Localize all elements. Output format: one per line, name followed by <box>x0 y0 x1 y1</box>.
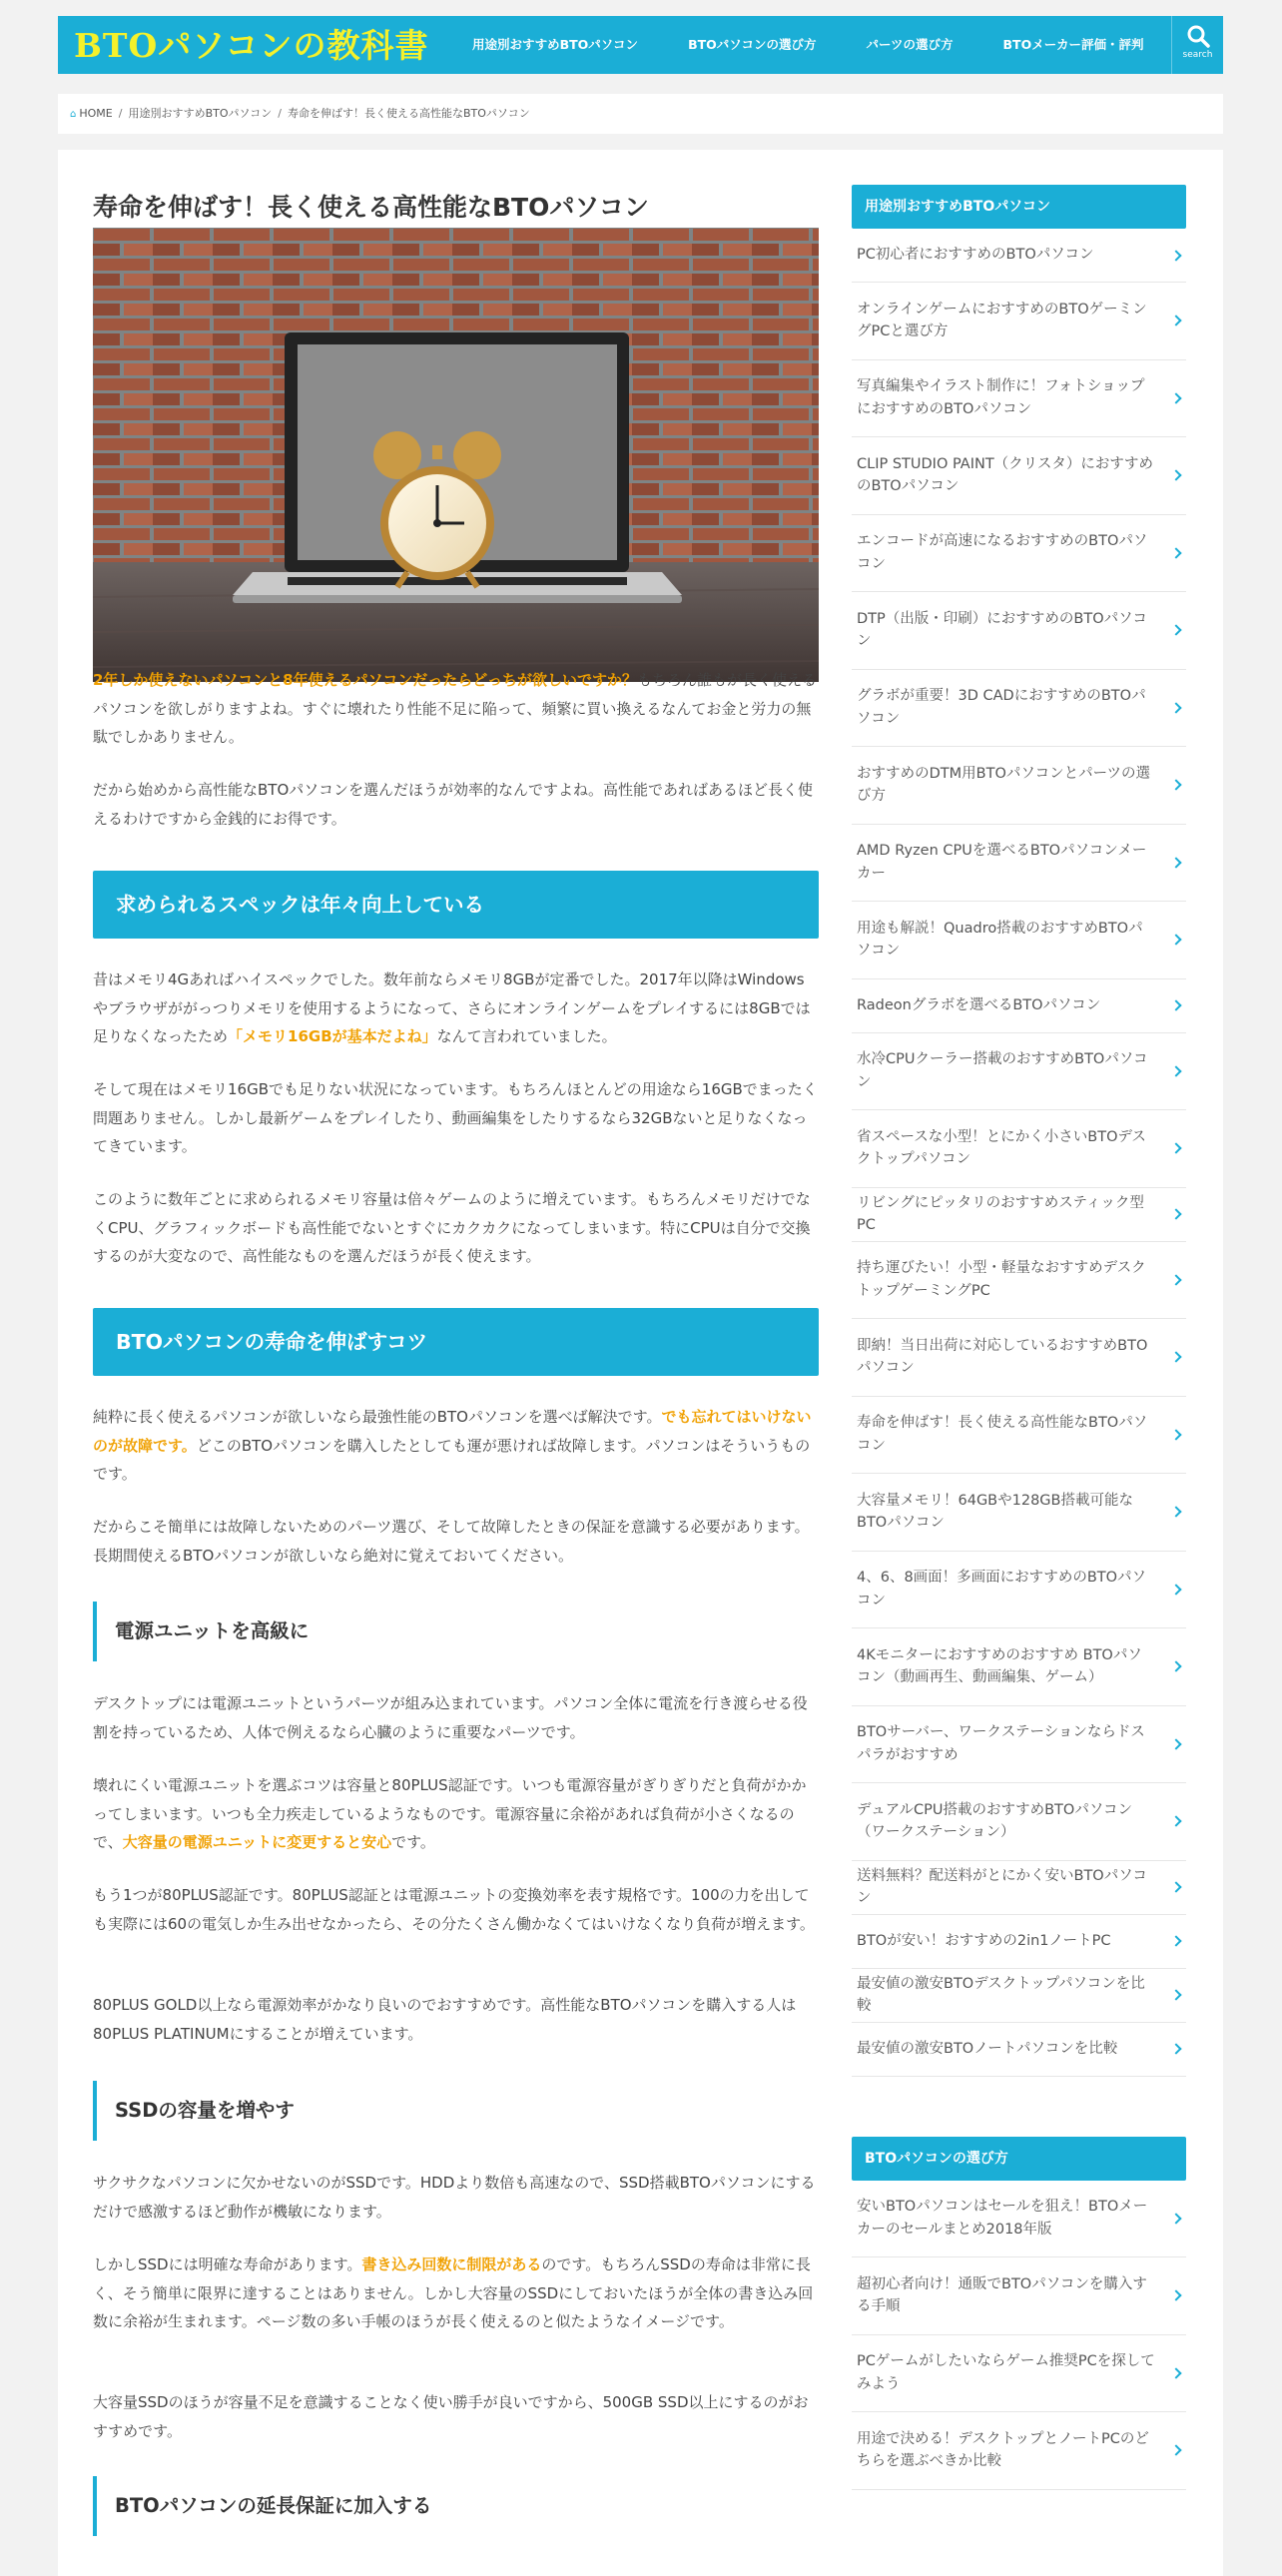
chevron-right-icon <box>1170 1143 1181 1154</box>
chevron-right-icon <box>1170 2367 1181 2378</box>
chevron-right-icon <box>1170 780 1181 791</box>
widget-list-usage <box>852 229 1186 2077</box>
sidebar-link[interactable] <box>852 979 1186 1033</box>
section-heading: BTOパソコンの寿命を伸ばすコツ <box>93 1308 819 1376</box>
chevron-right-icon <box>1170 1208 1181 1219</box>
breadcrumb-current: 寿命を伸ばす！長く使える高性能なBTOパソコン <box>288 107 530 120</box>
breadcrumb: ⌂ HOME / 用途別おすすめBTOパソコン / 寿命を伸ばす！長く使える高性能なBTOパソコン <box>58 94 1223 134</box>
paragraph: そして現在はメモリ16GBでも足りない状況になっています。もちろんほとんどの用途なら16GBでまったく問題ありません。しかし最新ゲームをプレイしたり、動画編集をしたりするなら32GBないと足りなくなってきています。 <box>93 1080 818 1155</box>
article <box>93 190 819 2517</box>
chevron-right-icon <box>1170 1816 1181 1827</box>
home-icon: ⌂ <box>70 109 77 120</box>
widget-title: 用途別おすすめBTOパソコン <box>852 185 1186 229</box>
chevron-right-icon <box>1170 1065 1181 1076</box>
page-title: 寿命を伸ばす！長く使える高性能なBTOパソコン <box>93 193 649 222</box>
paragraph: 80PLUS GOLD以上なら電源効率がかなり良いのでおすすめです。高性能なBTOパソコンを購入する人は80PLUS PLATINUMにすることが増えています。 <box>93 1996 797 2043</box>
sidebar-link[interactable] <box>852 747 1186 825</box>
sidebar-link-label: BTOが安い！おすすめの2in1ノートPC <box>857 1932 1111 1949</box>
sidebar-link-label: AMD Ryzen CPUを選べるBTOパソコンメーカー <box>857 843 1147 882</box>
chevron-right-icon <box>1170 1507 1181 1518</box>
chevron-right-icon <box>1170 2043 1181 2054</box>
sidebar-link-label: 省スペースな小型！とにかく小さいBTOデスクトップパソコン <box>857 1128 1146 1168</box>
paragraph: デスクトップには電源ユニットというパーツが組み込まれています。パソコン全体に電流を行き渡らせる役割を持っているため、人体で例えるなら心臓のように重要なパーツです。 <box>93 1694 808 1741</box>
paragraph: サクサクなパソコンに欠かせないのがSSDです。HDDより数倍も高速なので、SSD搭載BTOパソコンにするだけで感激するほど動作が機敏になります。 <box>93 2174 816 2221</box>
nav-item-usage[interactable]: 用途別おすすめBTOパソコン <box>472 37 639 52</box>
breadcrumb-home[interactable]: HOME <box>79 107 113 120</box>
sidebar-link[interactable] <box>852 592 1186 670</box>
sidebar-link[interactable] <box>852 670 1186 748</box>
sidebar-link[interactable] <box>852 2412 1186 2490</box>
sidebar-link[interactable] <box>852 1861 1186 1915</box>
sidebar-link-label: リビングにピッタリのおすすめスティック型PC <box>857 1194 1144 1233</box>
sidebar-link-label: デュアルCPU搭載のおすすめBTOパソコン（ワークステーション） <box>857 1801 1133 1841</box>
sidebar-link[interactable] <box>852 902 1186 979</box>
sidebar-link-label: 寿命を伸ばす！長く使える高性能なBTOパソコン <box>857 1415 1148 1454</box>
subsection-heading: SSDの容量を増やす <box>93 2081 819 2141</box>
sidebar-link[interactable] <box>852 1397 1186 1475</box>
chevron-right-icon <box>1170 935 1181 946</box>
sidebar-link-label: 4、6、8画面！多画面におすすめのBTOパソコン <box>857 1570 1147 1609</box>
section-heading: 求められるスペックは年々向上している <box>93 871 819 939</box>
nav-item-maker-review[interactable]: BTOメーカー評価・評判 <box>1002 37 1144 52</box>
site-logo[interactable]: BTOパソコンの教科書 <box>74 26 429 65</box>
sidebar-link[interactable] <box>852 2181 1186 2258</box>
sidebar-link-label: エンコードが高速になるおすすめのBTOパソコン <box>857 533 1148 572</box>
sidebar-link-label: PC初心者におすすめのBTOパソコン <box>857 247 1094 264</box>
sidebar-link-label: 用途も解説！Quadro搭載のおすすめBTOパソコン <box>857 920 1143 960</box>
sidebar-link[interactable] <box>852 1033 1186 1111</box>
sidebar-link[interactable] <box>852 1628 1186 1706</box>
sidebar-link[interactable] <box>852 515 1186 593</box>
nav-item-how-to-choose[interactable]: BTOパソコンの選び方 <box>688 37 817 52</box>
sidebar-link[interactable] <box>852 229 1186 283</box>
chevron-right-icon <box>1170 1584 1181 1595</box>
sidebar-link[interactable] <box>852 1915 1186 1969</box>
search-label: search <box>1182 50 1213 60</box>
sidebar-link[interactable] <box>852 360 1186 438</box>
sidebar-link[interactable] <box>852 1188 1186 1242</box>
sidebar-link-label: BTOサーバー、ワークステーションならドスパラがおすすめ <box>857 1724 1145 1763</box>
sidebar-link-label: DTP（出版・印刷）におすすめのBTOパソコン <box>857 610 1147 650</box>
chevron-right-icon <box>1170 2213 1181 2224</box>
paragraph: 純粋に長く使えるパソコンが欲しいなら最強性能のBTOパソコンを選べば解決です。でも忘れてはいけないのが故障です。どこのBTOパソコンを購入したとしても運が悪ければ故障します。パソコンはそういうものです。 <box>93 1408 812 1483</box>
sidebar-link-label: 即納！当日出荷に対応しているおすすめBTOパソコン <box>857 1337 1148 1377</box>
sidebar-link[interactable] <box>852 1969 1186 2023</box>
sidebar-link-label: Radeonグラボを選べるBTOパソコン <box>857 996 1101 1013</box>
paragraph: もう1つが80PLUS認証です。80PLUS認証とは電源ユニットの変換効率を表す規格です。100の力を出しても実際には60の電気しか生み出せなかったら、その分たくさん働かなくてはいけなくなり負荷が増えます。 <box>93 1886 815 1933</box>
chevron-right-icon <box>1170 999 1181 1010</box>
global-nav <box>447 16 1168 74</box>
chevron-right-icon <box>1170 857 1181 868</box>
paragraph: このように数年ごとに求められるメモリ容量は倍々ゲームのように増えています。もちろんメモリだけでなくCPU、グラフィックボードも高性能でないとすぐにカクカクになってしまいます。特にCPUは自分で交換するのが大変なので、高性能なものを選んだほうが長く使えます。 <box>93 1190 811 1265</box>
sidebar-link-label: 最安値の激安BTOノートパソコンを比較 <box>857 2040 1118 2057</box>
paragraph: だからこそ簡単には故障しないためのパーツ選び、そして故障したときの保証を意識する必要があります。長期間使えるBTOパソコンが欲しいなら絶対に覚えておいてください。 <box>93 1518 810 1565</box>
paragraph: 昔はメモリ4Gあればハイスペックでした。数年前ならメモリ8GBが定番でした。2017年以降はWindowsやブラウザががっつりメモリを使用するようになって、さらにオンラインゲームをプレイするには8GBでは足りなくなったため「メモリ16GBが基本だよね」なんて言われていました。 <box>93 970 811 1045</box>
sidebar-link-label: CLIP STUDIO PAINT（クリスタ）におすすめのBTOパソコン <box>857 455 1154 495</box>
sidebar-link[interactable] <box>852 1110 1186 1188</box>
chevron-right-icon <box>1170 316 1181 326</box>
sidebar-link-label: オンラインゲームにおすすめのBTOゲーミングPCと選び方 <box>857 301 1147 340</box>
sidebar-link-label: おすすめのDTM用BTOパソコンとパーツの選び方 <box>857 765 1151 805</box>
intro-paragraph: 2年しか使えないパソコンと8年使えるパソコンだったらどっちが欲しいですか？もちろん誰もが長く使えるパソコンを欲しがりますよね。すぐに壊れたり性能不足に陥って、頻繁に買い換えるなんてお金と労力の無駄でしかありません。 <box>93 671 817 746</box>
search-icon <box>1186 24 1210 48</box>
sidebar-link-label: 用途で決める！デスクトップとノートPCのどちらを選ぶべきか比較 <box>857 2430 1149 2470</box>
chevron-right-icon <box>1170 1935 1181 1946</box>
paragraph: 壊れにくい電源ユニットを選ぶコツは容量と80PLUS認証です。いつも電源容量がぎりぎりだと負荷がかかってしまいます。いつも全力疾走しているようなものです。電源容量に余裕があれば負荷が小さくなるので、大容量の電源ユニットに変更すると安心です。 <box>93 1776 807 1851</box>
subsection-heading: 電源ユニットを高級に <box>93 1602 819 1661</box>
chevron-right-icon <box>1170 702 1181 713</box>
sidebar-link-label: 持ち運びたい！小型・軽量なおすすめデスクトップゲーミングPC <box>857 1260 1146 1299</box>
chevron-right-icon <box>1170 470 1181 481</box>
search-button[interactable] <box>1171 16 1223 74</box>
sidebar-link[interactable] <box>852 283 1186 360</box>
nav-item-parts[interactable]: パーツの選び方 <box>866 37 954 52</box>
paragraph: しかしSSDには明確な寿命があります。書き込み回数に制限があるのです。もちろんSSDの寿命は非常に長く、そう簡単に限界に達することはありません。しかし大容量のSSDにしておいたほうが全体の書き込み回数に余裕が生まれます。ページ数の多い手帳のほうが長く使えるのと似たようなイメージです。 <box>93 2255 814 2330</box>
sidebar-link[interactable] <box>852 1783 1186 1861</box>
chevron-right-icon <box>1170 392 1181 403</box>
chevron-right-icon <box>1170 547 1181 558</box>
sidebar-link-label: 水冷CPUクーラー搭載のおすすめBTOパソコン <box>857 1051 1148 1090</box>
sidebar-link[interactable] <box>852 1319 1186 1397</box>
chevron-right-icon <box>1170 1661 1181 1672</box>
sidebar-link[interactable] <box>852 2335 1186 2413</box>
sidebar-link-label: 最安値の激安BTOデスクトップパソコンを比較 <box>857 1975 1145 2014</box>
widget-list-how-to-choose <box>852 2181 1186 2490</box>
chevron-right-icon <box>1170 1429 1181 1440</box>
sidebar-link-label: 送料無料？配送料がとにかく安いBTOパソコン <box>857 1867 1147 1906</box>
sidebar <box>852 185 1186 2490</box>
widget-title: BTOパソコンの選び方 <box>852 2137 1186 2181</box>
hero-image <box>93 228 819 682</box>
chevron-right-icon <box>1170 625 1181 636</box>
chevron-right-icon <box>1170 1274 1181 1285</box>
chevron-right-icon <box>1170 2445 1181 2456</box>
sidebar-link[interactable] <box>852 1706 1186 1784</box>
sidebar-link-label: 写真編集やイラスト制作に！フォトショップにおすすめのBTOパソコン <box>857 378 1145 417</box>
site-header <box>58 16 1223 74</box>
chevron-right-icon <box>1170 250 1181 261</box>
sidebar-link-label: 大容量メモリ！64GBや128GB搭載可能なBTOパソコン <box>857 1492 1133 1532</box>
chevron-right-icon <box>1170 1352 1181 1363</box>
sidebar-link[interactable] <box>852 2257 1186 2335</box>
sidebar-link-label: PCゲームがしたいならゲーム推奨PCを探してみよう <box>857 2353 1155 2392</box>
sidebar-link[interactable] <box>852 437 1186 515</box>
sidebar-link[interactable] <box>852 1242 1186 1320</box>
chevron-right-icon <box>1170 1881 1181 1892</box>
sidebar-link-label: 超初心者向け！通販でBTOパソコンを購入する手順 <box>857 2275 1147 2315</box>
paragraph: だから始めから高性能なBTOパソコンを選んだほうが効率的なんですよね。高性能であればあるほど長く使えるわけですから金銭的にお得です。 <box>93 781 813 828</box>
sidebar-link[interactable] <box>852 1552 1186 1629</box>
sidebar-link-label: 4Kモニターにおすすめのおすすめ BTOパソコン（動画再生、動画編集、ゲーム） <box>857 1646 1142 1686</box>
main-container <box>58 150 1223 2576</box>
sidebar-link[interactable] <box>852 1474 1186 1552</box>
chevron-right-icon <box>1170 1738 1181 1749</box>
sidebar-link[interactable] <box>852 825 1186 903</box>
subsection-heading: BTOパソコンの延長保証に加入する <box>93 2476 819 2536</box>
paragraph: 大容量SSDのほうが容量不足を意識することなく使い勝手が良いですから、500GB SSD以上にするのがおすすめです。 <box>93 2393 809 2440</box>
sidebar-link[interactable] <box>852 2023 1186 2077</box>
sidebar-link-label: グラボが重要！3D CADにおすすめのBTOパソコン <box>857 688 1146 727</box>
chevron-right-icon <box>1170 2290 1181 2301</box>
chevron-right-icon <box>1170 1989 1181 2000</box>
sidebar-link-label: 安いBTOパソコンはセールを狙え！BTOメーカーのセールまとめ2018年版 <box>857 2199 1148 2238</box>
breadcrumb-category[interactable]: 用途別おすすめBTOパソコン <box>128 107 273 120</box>
